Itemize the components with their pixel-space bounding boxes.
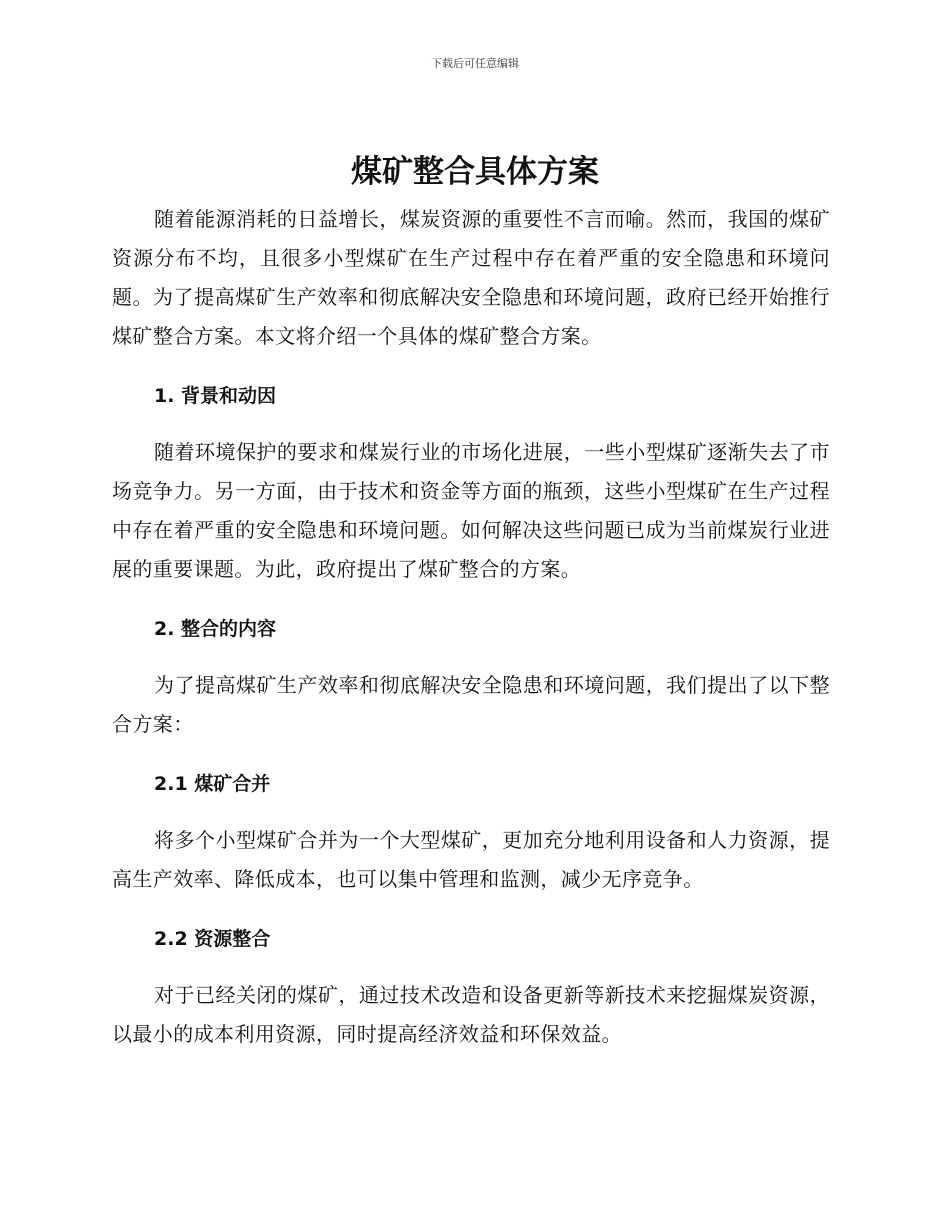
section-paragraph-resources: 对于已经关闭的煤矿，通过技术改造和设备更新等新技术来挖掘煤炭资源，以最小的成本利用资源，同时提高经济效益和环保效益。: [112, 983, 830, 1046]
spacer: [112, 356, 830, 381]
spacer: [112, 899, 830, 924]
section-paragraph-content: 为了提高煤矿生产效率和彻底解决安全隐患和环境问题，我们提出了以下整合方案：: [112, 673, 830, 736]
spacer: [112, 954, 830, 976]
document-title: 煤矿整合具体方案: [351, 154, 599, 190]
spacer: [112, 644, 830, 666]
section-heading-content: 2. 整合的内容: [154, 618, 277, 640]
spacer: [112, 589, 830, 614]
spacer: [112, 411, 830, 433]
spacer: [112, 799, 830, 821]
section-paragraph-background: 随着环境保护的要求和煤炭行业的市场化进展，一些小型煤矿逐渐失去了市场竞争力。另一方面，由于技术和资金等方面的瓶颈，这些小型煤矿在生产过程中存在着严重的安全隐患和环境问题。如何解决这些问题已成为当前煤炭行业进展的重要课题。为此，政府提出了煤矿整合的方案。: [112, 440, 830, 581]
document-body: [112, 200, 830, 1054]
intro-paragraph: 随着能源消耗的日益增长，煤炭资源的重要性不言而喻。然而，我国的煤矿资源分布不均，且很多小型煤矿在生产过程中存在着严重的安全隐患和环境问题。为了提高煤矿生产效率和彻底解决安全隐患和环境问题，政府已经开始推行煤矿整合方案。本文将介绍一个具体的煤矿整合方案。: [112, 207, 830, 348]
header-note: 下载后可任意编辑: [431, 57, 519, 70]
spacer: [112, 744, 830, 769]
section-heading-resources: 2.2 资源整合: [154, 928, 271, 950]
section-heading-merger: 2.1 煤矿合并: [154, 773, 271, 795]
section-heading-background: 1. 背景和动因: [154, 385, 277, 407]
section-paragraph-merger: 将多个小型煤矿合并为一个大型煤矿，更加充分地利用设备和人力资源，提高生产效率、降低成本，也可以集中管理和监测，减少无序竞争。: [112, 828, 830, 891]
